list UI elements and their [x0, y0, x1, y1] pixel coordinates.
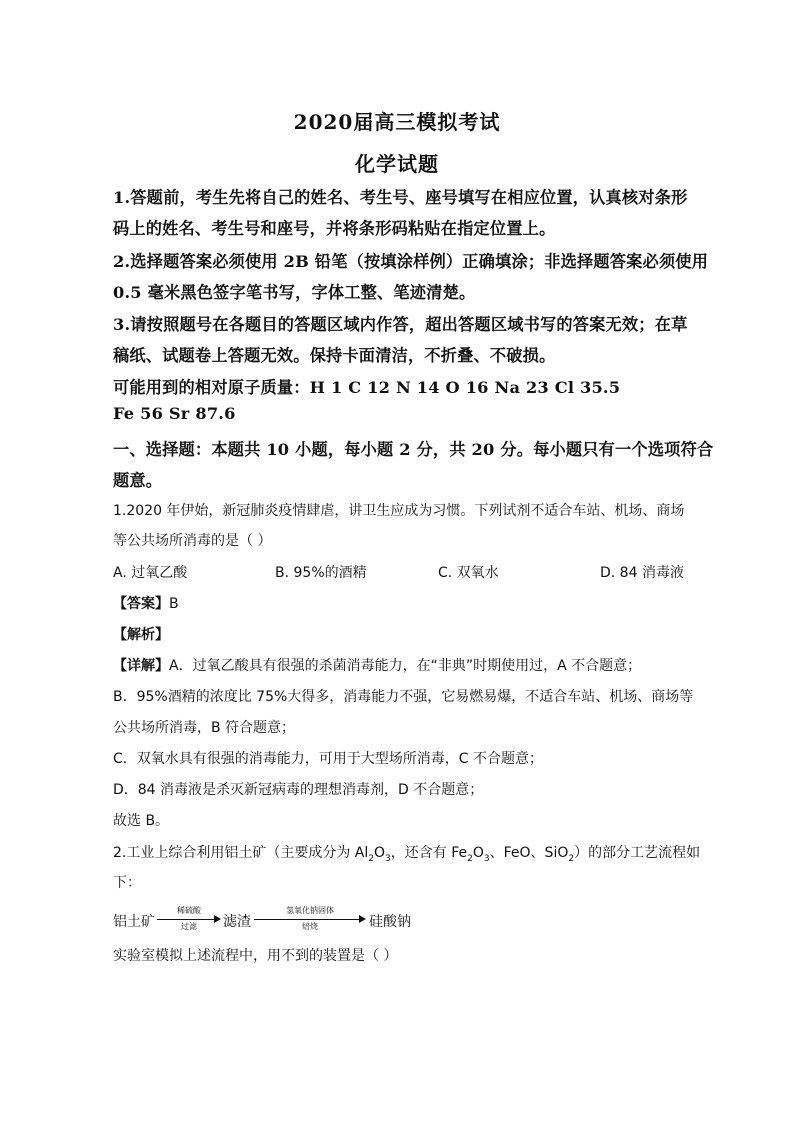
subscript: 2 [568, 853, 575, 864]
q2-stem: 下： [113, 875, 141, 891]
q1-option-c: C. 双氧水 [438, 565, 499, 581]
q1-answer [113, 593, 179, 613]
flow-arrow-operation: 过滤 [181, 922, 197, 931]
instruction-line: 码上的姓名、考生号和座号，并将条形码粘贴在指定位置上。 [113, 219, 556, 238]
flow-arrow-1 [157, 905, 221, 935]
section-heading: 题意。 [113, 471, 163, 490]
instruction-line: 1.答题前，考生先将自己的姓名、考生号、座号填写在相应位置，认真核对条形 [113, 188, 688, 207]
q1-detail [113, 655, 641, 675]
arrow-shaft [157, 919, 215, 920]
q2-stem [113, 842, 700, 862]
subscript: 3 [483, 853, 490, 864]
page-title: 2020届高三模拟考试 [293, 110, 501, 134]
detail-tag: 【详解】 [113, 658, 169, 674]
answer-value: B [169, 596, 179, 612]
q1-detail: 公共场所消毒，B 符合题意； [113, 720, 296, 736]
process-flow [113, 905, 433, 935]
atomic-mass-line: 可能用到的相对原子质量：H 1 C 12 N 14 O 16 Na 23 Cl 35.5 [113, 378, 621, 397]
detail-text: A．过氧乙酸具有很强的杀菌消毒能力，在“非典”时期使用过，A 不合题意； [169, 658, 642, 674]
instruction-line: 0.5 毫米黑色签字笔书写，字体工整、笔迹清楚。 [113, 283, 476, 302]
flow-arrow-2 [254, 905, 366, 935]
section-heading: 一、选择题：本题共 10 小题，每小题 2 分，共 20 分。每小题只有一个选项符合 [113, 440, 714, 459]
q1-detail: B．95%酒精的浓度比 75%大得多，消毒能力不强，它易燃易爆，不适合车站、机场、商场等 [113, 689, 694, 705]
page-subtitle: 化学试题 [355, 152, 439, 176]
instruction-line: 稿纸、试题卷上答题无效。保持卡面清洁，不折叠、不破损。 [113, 346, 556, 365]
q2-stem-text: O [472, 845, 484, 861]
analysis-tag: 【解析】 [113, 627, 169, 643]
atomic-mass-line: Fe 56 Sr 87.6 [113, 404, 236, 423]
flow-arrow-reagent: 氢氧化钠固体 [286, 906, 334, 915]
answer-tag: 【答案】 [113, 596, 169, 612]
flow-arrow-reagent: 稀硫酸 [177, 906, 201, 915]
q1-option-d: D. 84 消毒液 [600, 565, 684, 581]
q2-stem-text: O [374, 845, 386, 861]
q1-option-b: B. 95%的酒精 [275, 565, 367, 581]
instruction-line: 3.请按照题号在各题目的答题区域内作答，超出答题区域书写的答案无效；在草 [113, 315, 688, 334]
arrow-shaft [254, 919, 360, 920]
flow-node-sodium-silicate: 硅酸钠 [369, 914, 411, 930]
subscript: 2 [368, 853, 375, 864]
subscript: 2 [467, 853, 473, 864]
q1-conclusion: 故选 B。 [113, 813, 170, 829]
flow-node-residue: 滤渣 [223, 914, 251, 930]
q2-stem-text: ，还含有 Fe [390, 845, 468, 861]
q2-question: 实验室模拟上述流程中，用不到的装置是（ ） [113, 948, 398, 964]
flow-node-bauxite: 铝土矿 [113, 914, 155, 930]
q1-stem: 1.2020 年伊始，新冠肺炎疫情肆虐，讲卫生应成为习惯。下列试剂不适合车站、机场、商场 [113, 503, 685, 519]
q1-option-a: A. 过氧乙酸 [113, 565, 188, 581]
q2-stem-text: 2.工业上综合利用铝土矿（主要成分为 Al [113, 845, 369, 861]
q2-stem-text: 、FeO、SiO [489, 845, 569, 861]
q1-detail: D．84 消毒液是杀灭新冠病毒的理想消毒剂，D 不合题意； [113, 782, 484, 798]
q1-stem: 等公共场所消毒的是（ ） [113, 533, 272, 549]
instruction-line: 2.选择题答案必须使用 2B 铅笔（按填涂样例）正确填涂；非选择题答案必须使用 [113, 252, 709, 271]
q1-detail: C．双氧水具有很强的消毒能力，可用于大型场所消毒，C 不合题意； [113, 751, 543, 767]
q2-stem-text: ）的部分工艺流程如 [574, 845, 701, 861]
flow-arrow-operation: 焙烧 [302, 922, 318, 931]
subscript: 3 [385, 853, 391, 864]
